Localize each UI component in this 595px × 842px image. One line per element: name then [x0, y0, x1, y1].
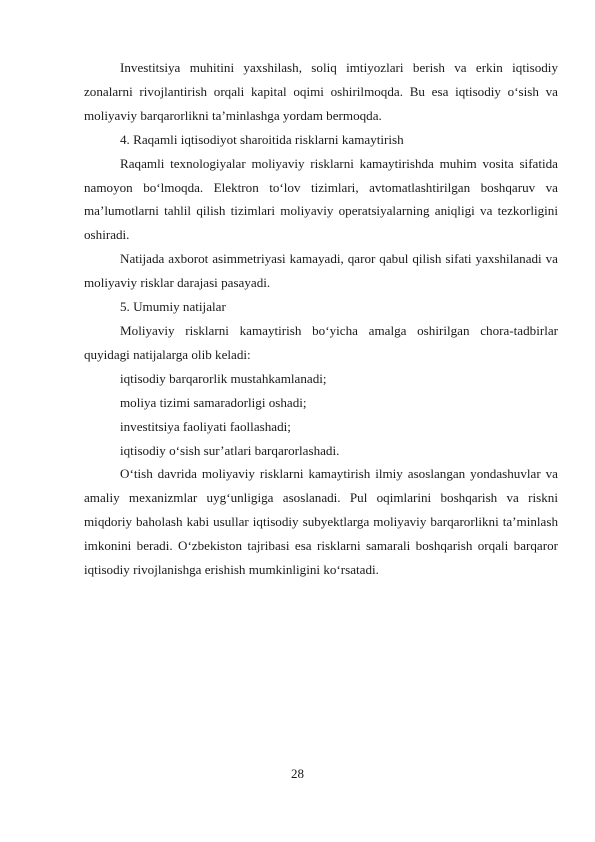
paragraph-results-intro: Moliyaviy risklarni kamaytirish bo‘yicha amalga oshirilgan chora-tadbirlar quyidagi natijalarga olib keladi: [84, 322, 558, 362]
section-heading-4: 4. Raqamli iqtisodiyot sharoitida risklarni kamaytirish [120, 131, 404, 147]
list-item: moliya tizimi samaradorligi oshadi; [120, 394, 307, 410]
list-item: iqtisodiy barqarorlik mustahkamlanadi; [120, 370, 327, 386]
document-body [84, 56, 558, 582]
paragraph-digital-tech: Raqamli texnologiyalar moliyaviy risklarni kamaytirishda muhim vosita sifatida namoyon bo‘lmoqda. Elektron to‘lov tizimlari, avtomatlashtirilgan boshqaruv va ma’lumotlarni tahlil qilish tizimlari moliyaviy operatsiyalarning aniqligi va tezkorligini oshiradi. [84, 155, 558, 243]
page-number: 28 [291, 766, 304, 781]
paragraph-conclusion: O‘tish davrida moliyaviy risklarni kamaytirish ilmiy asoslangan yondashuvlar va amaliy mexanizmlar uyg‘unligiga asoslanadi. Pul oqimlarini boshqarish va riskni miqdoriy baholash kabi usullar iqtisodiy subyektlarga moliyaviy barqarorlikni ta’minlash imkonini beradi. O‘zbekiston tajribasi esa risklarni samarali boshqarish orqali barqaror iqtisodiy rivojlanishga erishish mumkinligini ko‘rsatadi. [84, 466, 558, 578]
paragraph-information-asymmetry: Natijada axborot asimmetriyasi kamayadi, qaror qabul qilish sifati yaxshilanadi va moliyaviy risklar darajasi pasayadi. [84, 251, 558, 291]
list-item: investitsiya faoliyati faollashadi; [120, 418, 291, 434]
paragraph-investment-climate: Investitsiya muhitini yaxshilash, soliq imtiyozlari berish va erkin iqtisodiy zonalarni rivojlantirish orqali kapital oqimi oshirilmoqda. Bu esa iqtisodiy o‘sish va moliyaviy barqarorlikni ta’minlashga yordam bermoqda. [84, 60, 558, 123]
section-heading-5: 5. Umumiy natijalar [120, 299, 226, 315]
list-item: iqtisodiy o‘sish sur’atlari barqarorlashadi. [120, 442, 340, 458]
